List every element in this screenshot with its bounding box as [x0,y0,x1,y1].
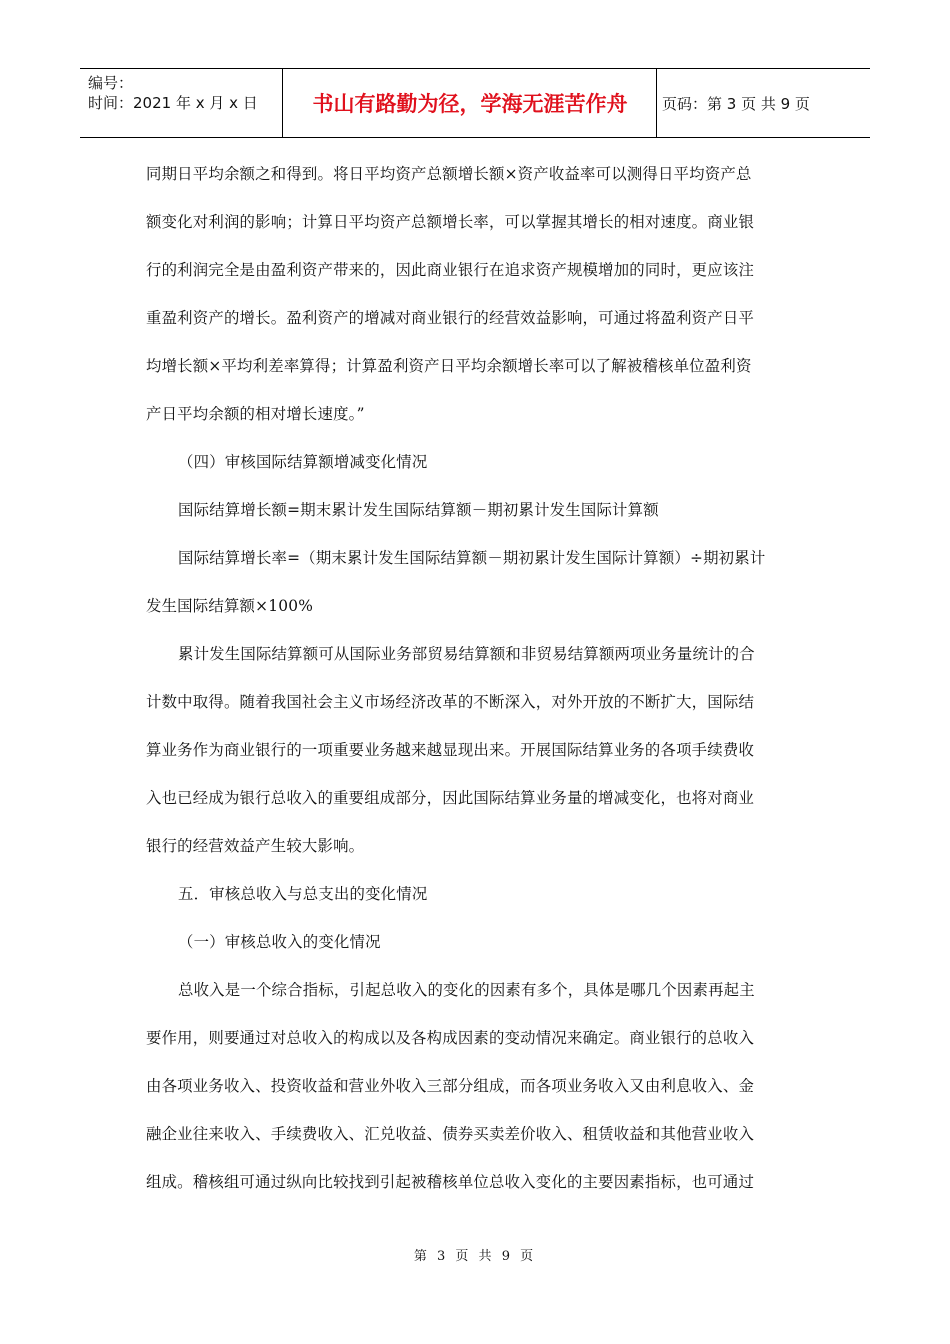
body-line: 同期日平均余额之和得到。将日平均资产总额增长额×资产收益率可以测得日平均资产总 [146,165,752,183]
body-line: 重盈利资产的增长。盈利资产的增减对商业银行的经营效益影响，可通过将盈利资产日平 [146,309,755,327]
header-divider [282,69,283,137]
body-line: 计数中取得。随着我国社会主义市场经济改革的不断深入，对外开放的不断扩大，国际结 [146,693,755,711]
formula-line: 发生国际结算额×100% [146,597,314,615]
formula-line: 国际结算增长率=（期末累计发生国际结算额－期初累计发生国际计算额）÷期初累计 [178,549,766,567]
body-line: 银行的经营效益产生较大影响。 [146,837,365,855]
document-number-label: 编号： [88,74,134,92]
body-line: 融企业往来收入、手续费收入、汇兑收益、债券买卖差价收入、租赁收益和其他营业收入 [146,1125,755,1143]
page-header [80,68,870,138]
body-line: 组成。稽核组可通过纵向比较找到引起被稽核单位总收入变化的主要因素指标，也可通过 [146,1173,755,1191]
body-line: 由各项业务收入、投资收益和营业外收入三部分组成，而各项业务收入又由利息收入、金 [146,1077,755,1095]
document-body [146,150,806,1206]
body-line: 入也已经成为银行总收入的重要组成部分，因此国际结算业务量的增减变化，也将对商业 [146,789,755,807]
body-line: 累计发生国际结算额可从国际业务部贸易结算额和非贸易结算额两项业务量统计的合 [178,645,755,663]
header-divider [656,69,657,137]
header-motto: 书山有路勤为径，学海无涯苦作舟 [312,92,628,116]
section-heading: （一）审核总收入的变化情况 [178,933,381,951]
page-footer: 第 3 页 共 9 页 [413,1249,537,1264]
body-line: 要作用，则要通过对总收入的构成以及各构成因素的变动情况来确定。商业银行的总收入 [146,1029,755,1047]
body-line: 行的利润完全是由盈利资产带来的，因此商业银行在追求资产规模增加的同时，更应该注 [146,261,755,279]
header-meta [88,73,278,113]
body-line: 产日平均余额的相对增长速度。” [146,405,365,423]
body-line: 算业务作为商业银行的一项重要业务越来越显现出来。开展国际结算业务的各项手续费收 [146,741,755,759]
document-date-label: 时间：2021 年 x 月 x 日 [88,94,258,112]
body-line: 均增长额×平均利差率算得；计算盈利资产日平均余额增长率可以了解被稽核单位盈利资 [146,357,752,375]
section-heading: （四）审核国际结算额增减变化情况 [178,453,428,471]
body-line: 总收入是一个综合指标，引起总收入的变化的因素有多个，具体是哪几个因素再起主 [178,981,755,999]
body-line: 额变化对利润的影响；计算日平均资产总额增长率，可以掌握其增长的相对速度。商业银 [146,213,755,231]
section-heading: 五．审核总收入与总支出的变化情况 [178,885,428,903]
header-page-label: 页码：第 3 页 共 9 页 [662,94,810,113]
formula-line: 国际结算增长额=期末累计发生国际结算额－期初累计发生国际计算额 [178,501,659,519]
